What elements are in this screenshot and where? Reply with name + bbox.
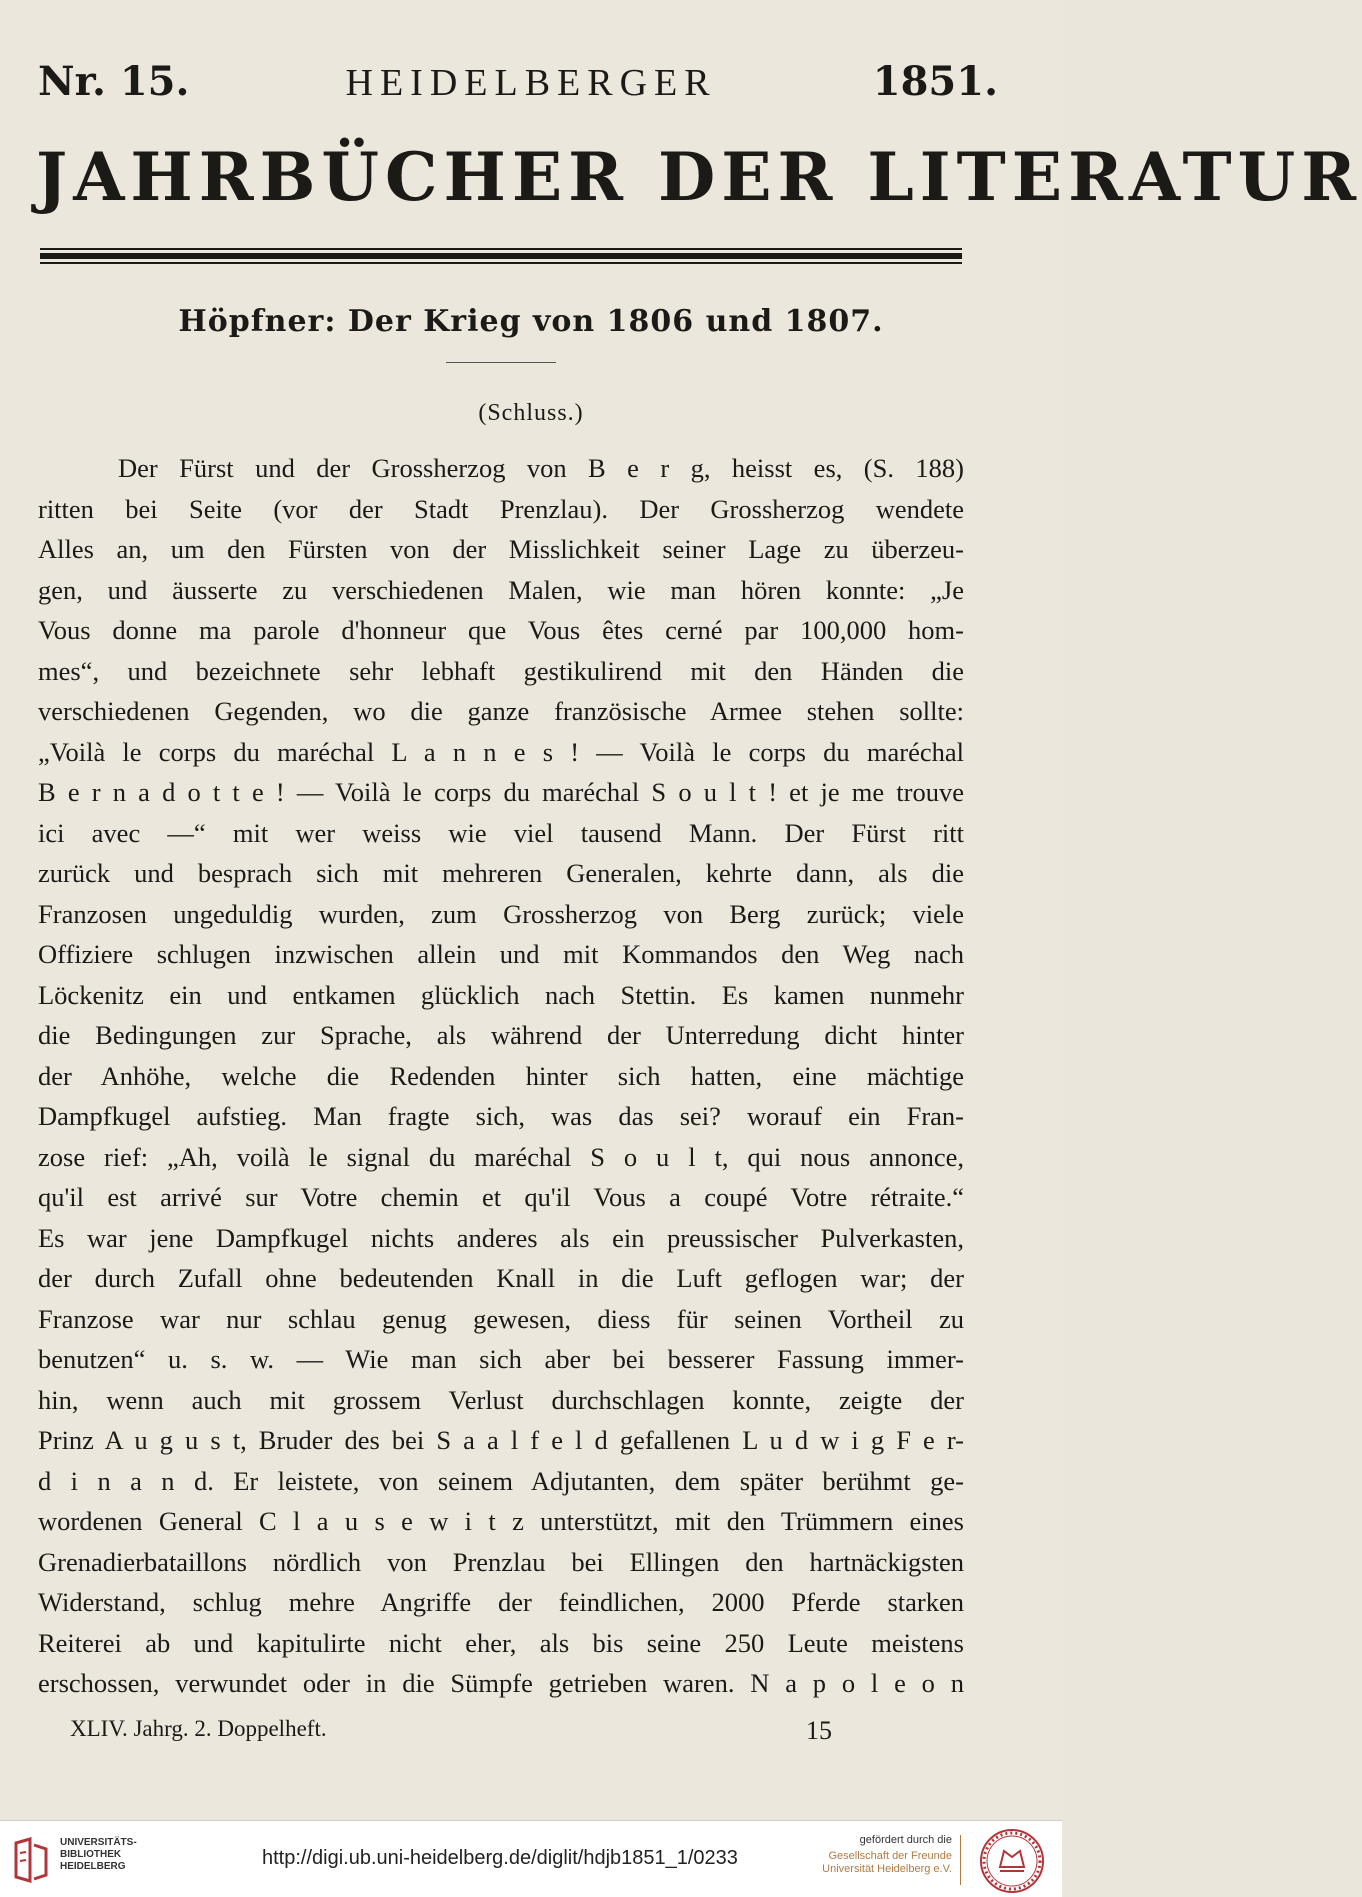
journal-name: HEIDELBERGER [345,62,717,104]
library-name-line: HEIDELBERG [60,1861,126,1872]
text-line: ritten bei Seite (vor der Stadt Prenzlau). Der Grossherzog wendete [38,493,964,524]
text-line: d i n a n d. Er leistete, von seinem Adjutanten, dem später berühmt ge- [38,1465,964,1496]
article-subtitle: (Schluss.) [478,400,584,426]
text-line: wordenen General C l a u s e w i t z unterstützt, mit den Trümmern eines [38,1506,964,1536]
text-line: qu'il est arrivé sur Votre chemin et qu'il Vous a coupé Votre rétraite.“ [38,1182,964,1212]
sponsor-name-line: Universität Heidelberg e.V. [822,1863,952,1875]
text-line: Widerstand, schlug mehre Angriffe der feindlichen, 2000 Pferde starken [38,1587,964,1617]
title-divider [446,362,556,363]
footer-divider [960,1835,961,1885]
library-name-line: BIBLIOTHEK [60,1849,122,1860]
text-line: B e r n a d o t t e ! — Voilà le corps du maréchal S o u l t ! et je me trouve [38,777,964,807]
issue-number: Nr. 15. [38,58,190,105]
library-name [60,1837,137,1873]
text-line: hin, wenn auch mit grossem Verlust durchschlagen konnte, zeigte der [38,1384,964,1415]
text-line: zose rief: „Ah, voilà le signal du maréchal S o u l t, qui nous annonce, [38,1141,964,1172]
sponsor-label: gefördert durch die [859,1834,952,1846]
digitization-footer [0,1820,1062,1897]
signature-mark: XLIV. Jahrg. 2. Doppelheft. [70,1716,327,1741]
article-title: Höpfner: Der Krieg von 1806 und 1807. [178,304,884,339]
text-line: Dampfkugel aufstieg. Man fragte sich, was das sei? worauf ein Fran- [38,1101,964,1131]
text-line: Reiterei ab und kapitulirte nicht eher, als bis seine 250 Leute meistens [38,1627,964,1658]
university-library-logo-icon [10,1835,52,1885]
masthead-rule-top [40,248,962,250]
text-line: zurück und besprach sich mit mehreren Generalen, kehrte dann, als die [38,858,964,888]
masthead-top-row [38,58,998,105]
permalink-url[interactable]: http://digi.ub.uni-heidelberg.de/diglit/hdjb1851_1/0233 [262,1847,738,1869]
text-line: verschiedenen Gegenden, wo die ganze französische Armee stehen sollte: [38,696,964,726]
sponsor-name-line: Gesellschaft der Freunde [828,1850,952,1862]
text-line: Grenadierbataillons nördlich von Prenzlau bei Ellingen den hartnäckigsten [38,1546,964,1577]
text-line: Löckenitz ein und entkamen glücklich nach Stettin. Es kamen nunmehr [38,979,964,1010]
article-body [38,448,964,1704]
text-line: der Anhöhe, welche die Redenden hinter sich hatten, eine mächtige [38,1060,964,1091]
text-line: „Voilà le corps du maréchal L a n n e s ! — Voilà le corps du maréchal [38,736,964,767]
text-line: der durch Zufall ohne bedeutenden Knall in die Luft geflogen war; der [38,1263,964,1293]
text-line: Prinz A u g u s t, Bruder des bei S a a l f e l d gefallenen L u d w i g F e r- [38,1425,964,1455]
journal-title: JAHRBÜCHER DER LITERATUR [36,138,1362,216]
text-line: Es war jene Dampfkugel nichts anderes als ein preussischer Pulverkasten, [38,1222,964,1253]
text-line: Franzosen ungeduldig wurden, zum Grossherzog von Berg zurück; viele [38,898,964,929]
masthead-rule-thick [40,253,962,259]
text-line: Franzose war nur schlau genug gewesen, diess für seinen Vortheil zu [38,1303,964,1334]
text-line: die Bedingungen zur Sprache, als während der Unterredung dicht hinter [38,1020,964,1050]
library-name-line: UNIVERSITÄTS- [60,1837,137,1848]
text-line: mes“, und bezeichnete sehr lebhaft gestikulirend mit den Händen die [38,655,964,686]
text-line: gen, und äusserte zu verschiedenen Malen, wie man hören konnte: „Je [38,574,964,605]
text-line: Der Fürst und der Grossherzog von B e r g, heisst es, (S. 188) [118,453,964,483]
page-number: 15 [806,1716,832,1745]
text-line: Alles an, um den Fürsten von der Misslichkeit seiner Lage zu überzeu- [38,534,964,564]
sponsor-credit [810,1833,952,1876]
issue-year: 1851. [872,58,998,105]
masthead-rule-bottom [40,262,962,264]
university-seal-icon [978,1827,1046,1895]
text-line: Offiziere schlugen inzwischen allein und mit Kommandos den Weg nach [38,939,964,969]
text-line: Vous donne ma parole d'honneur que Vous êtes cerné par 100,000 hom- [38,615,964,645]
text-line: benutzen“ u. s. w. — Wie man sich aber bei besserer Fassung immer- [38,1344,964,1374]
text-line: ici avec —“ mit wer weiss wie viel tausend Mann. Der Fürst ritt [38,817,964,848]
text-line: erschossen, verwundet oder in die Sümpfe getrieben waren. N a p o l e o n [38,1668,964,1698]
